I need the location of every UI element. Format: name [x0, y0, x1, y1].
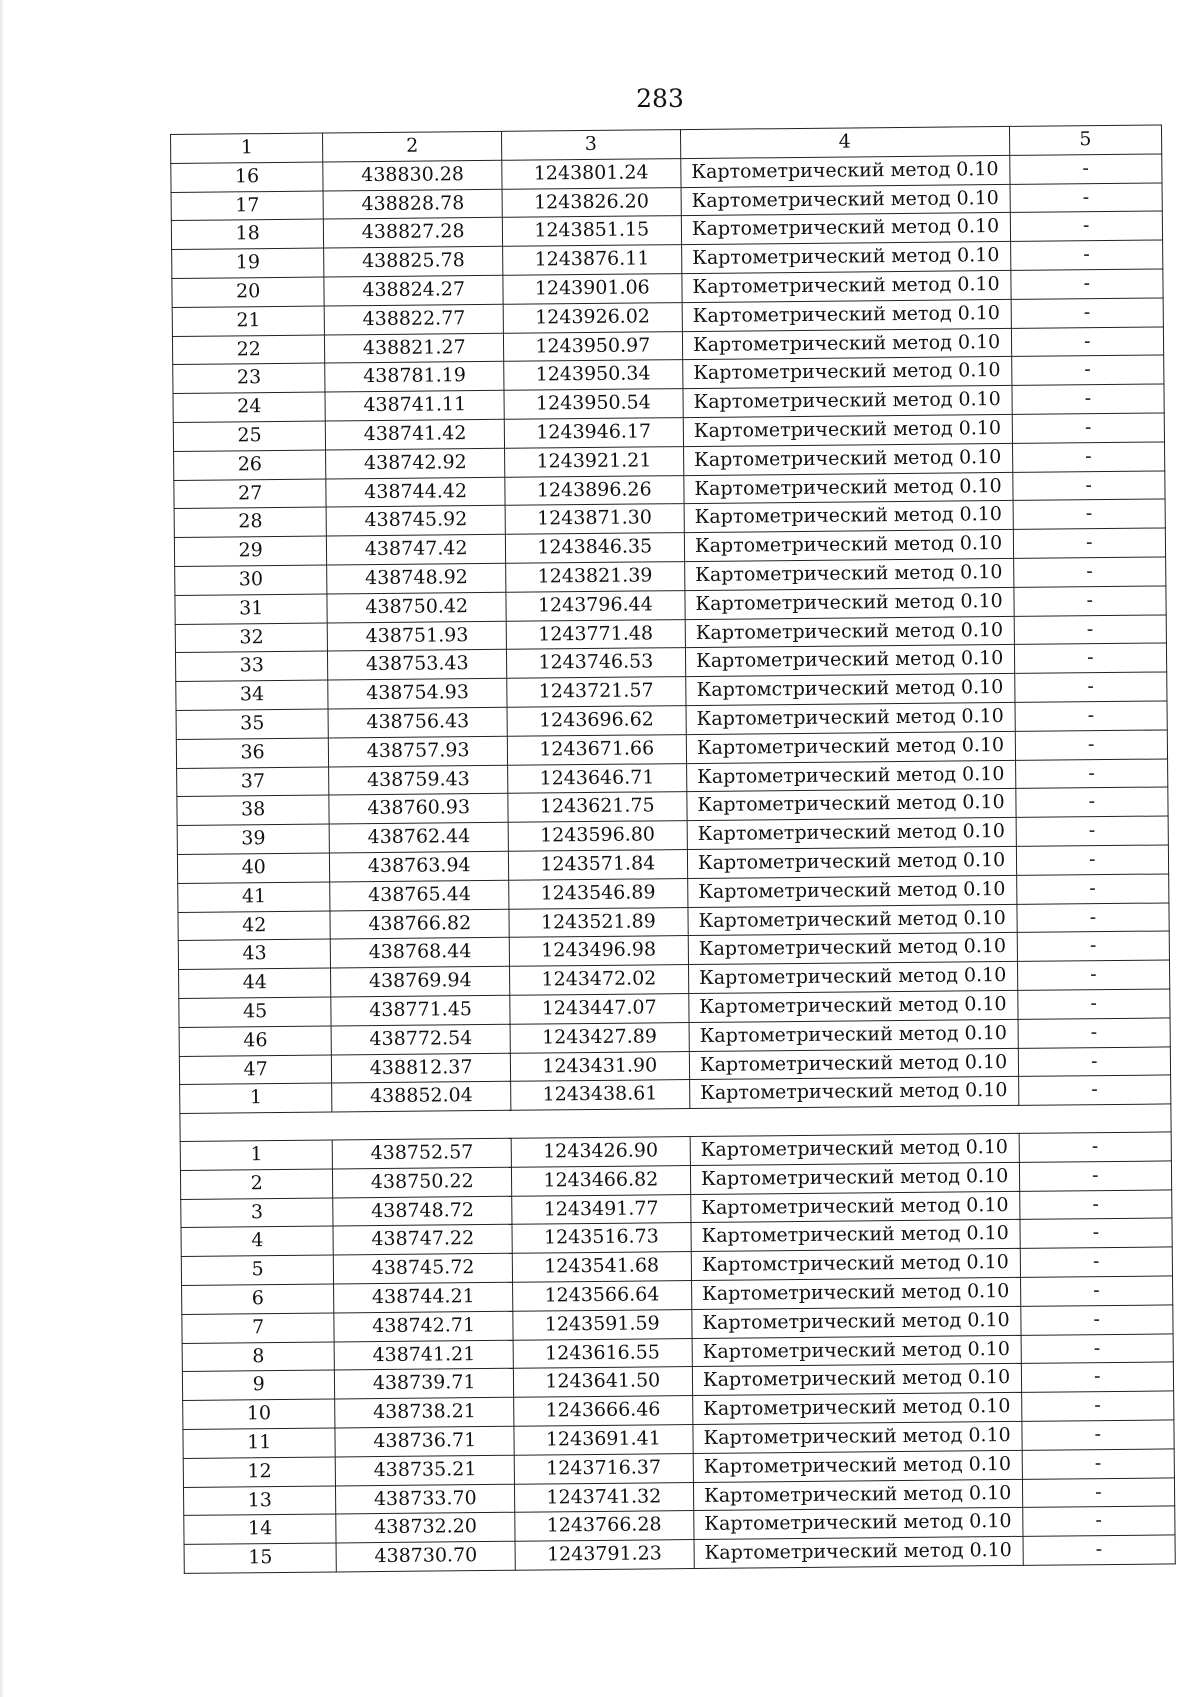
- y-coordinate-cell: 1243950.34: [504, 360, 683, 391]
- x-coordinate-cell: 438742.92: [326, 448, 505, 479]
- method-cell: Картометрический метод 0.10: [684, 501, 1013, 533]
- value-cell: -: [1020, 1305, 1173, 1335]
- point-number-cell: 12: [183, 1457, 336, 1487]
- x-coordinate-cell: 438733.70: [336, 1484, 515, 1515]
- page-number: 283: [636, 84, 684, 113]
- x-coordinate-cell: 438762.44: [330, 822, 509, 853]
- value-cell: -: [1018, 1046, 1171, 1076]
- value-cell: -: [1016, 845, 1169, 875]
- x-coordinate-cell: 438742.71: [334, 1311, 513, 1342]
- method-cell: Картометрический метод 0.10: [690, 1133, 1019, 1165]
- x-coordinate-cell: 438745.72: [334, 1254, 513, 1285]
- value-cell: -: [1011, 298, 1164, 328]
- y-coordinate-cell: 1243447.07: [510, 993, 689, 1024]
- method-cell: Картометрический метод 0.10: [693, 1479, 1022, 1511]
- point-number-cell: 36: [176, 738, 329, 768]
- y-coordinate-cell: 1243596.80: [508, 821, 687, 852]
- method-cell: Картометрический метод 0.10: [686, 789, 1015, 821]
- x-coordinate-cell: 438747.22: [333, 1225, 512, 1256]
- method-cell: Картометрический метод 0.10: [689, 1077, 1018, 1109]
- value-cell: -: [1010, 269, 1163, 299]
- method-cell: Картометрический метод 0.10: [687, 818, 1016, 850]
- y-coordinate-cell: 1243721.57: [507, 677, 686, 708]
- x-coordinate-cell: 438732.20: [336, 1513, 515, 1544]
- point-number-cell: 21: [172, 306, 325, 336]
- method-cell: Картометрический метод 0.10: [693, 1508, 1022, 1540]
- point-number-cell: 19: [172, 248, 325, 278]
- y-coordinate-cell: 1243427.89: [510, 1022, 689, 1053]
- y-coordinate-cell: 1243466.82: [511, 1165, 690, 1196]
- x-coordinate-cell: 438747.42: [327, 534, 506, 565]
- column-header-1: 1: [171, 133, 324, 163]
- value-cell: -: [1011, 327, 1164, 357]
- value-cell: -: [1013, 528, 1166, 558]
- value-cell: -: [1017, 960, 1170, 990]
- y-coordinate-cell: 1243472.02: [509, 965, 688, 996]
- y-coordinate-cell: 1243771.48: [506, 619, 685, 650]
- point-number-cell: 33: [175, 651, 328, 681]
- method-cell: Картометрический метод 0.10: [682, 299, 1011, 331]
- point-number-cell: 41: [178, 882, 331, 912]
- method-cell: Картометрический метод 0.10: [688, 990, 1017, 1022]
- y-coordinate-cell: 1243671.66: [507, 734, 686, 765]
- point-number-cell: 38: [177, 795, 330, 825]
- method-cell: Картометрический метод 0.10: [691, 1277, 1020, 1309]
- x-coordinate-cell: 438751.93: [328, 621, 507, 652]
- point-number-cell: 32: [175, 623, 328, 653]
- value-cell: -: [1015, 787, 1168, 817]
- method-cell: Картомстрический метод 0.10: [685, 674, 1014, 706]
- point-number-cell: 7: [182, 1313, 335, 1343]
- x-coordinate-cell: 438830.28: [323, 160, 502, 191]
- y-coordinate-cell: 1243766.28: [515, 1511, 694, 1542]
- x-coordinate-cell: 438763.94: [330, 851, 509, 882]
- y-coordinate-cell: 1243431.90: [510, 1051, 689, 1082]
- method-cell: Картометрический метод 0.10: [687, 846, 1016, 878]
- x-coordinate-cell: 438748.92: [327, 563, 506, 594]
- x-coordinate-cell: 438825.78: [324, 247, 503, 278]
- value-cell: -: [1015, 730, 1168, 760]
- value-cell: -: [1014, 615, 1167, 645]
- y-coordinate-cell: 1243846.35: [505, 533, 684, 564]
- method-cell: Картометрический метод 0.10: [682, 328, 1011, 360]
- method-cell: Картометрический метод 0.10: [690, 1162, 1019, 1194]
- method-cell: Картометрический метод 0.10: [690, 1191, 1019, 1223]
- value-cell: -: [1020, 1247, 1173, 1277]
- point-number-cell: 26: [174, 450, 327, 480]
- y-coordinate-cell: 1243691.41: [514, 1425, 693, 1456]
- point-number-cell: 25: [173, 421, 326, 451]
- y-coordinate-cell: 1243696.62: [507, 706, 686, 737]
- point-number-cell: 1: [180, 1083, 333, 1113]
- value-cell: -: [1011, 355, 1164, 385]
- y-coordinate-cell: 1243950.54: [504, 389, 683, 420]
- method-cell: Картометрический метод 0.10: [694, 1537, 1023, 1569]
- y-coordinate-cell: 1243821.39: [506, 562, 685, 593]
- value-cell: -: [1019, 1132, 1172, 1162]
- x-coordinate-cell: 438822.77: [325, 304, 504, 335]
- x-coordinate-cell: 438757.93: [329, 736, 508, 767]
- y-coordinate-cell: 1243516.73: [512, 1223, 691, 1254]
- y-coordinate-cell: 1243796.44: [506, 590, 685, 621]
- method-cell: Картометрический метод 0.10: [688, 904, 1017, 936]
- point-number-cell: 30: [175, 565, 328, 595]
- x-coordinate-cell: 438741.11: [325, 390, 504, 421]
- point-number-cell: 22: [172, 335, 325, 365]
- y-coordinate-cell: 1243666.46: [514, 1396, 693, 1427]
- value-cell: -: [1012, 384, 1165, 414]
- y-coordinate-cell: 1243826.20: [502, 187, 681, 218]
- value-cell: -: [1013, 586, 1166, 616]
- point-number-cell: 18: [171, 219, 324, 249]
- point-number-cell: 8: [182, 1342, 335, 1372]
- column-header-5: 5: [1009, 125, 1162, 155]
- value-cell: -: [1015, 701, 1168, 731]
- x-coordinate-cell: 438744.21: [334, 1282, 513, 1313]
- point-number-cell: 43: [178, 939, 331, 969]
- point-number-cell: 16: [171, 162, 324, 192]
- value-cell: -: [1017, 902, 1170, 932]
- value-cell: -: [1019, 1161, 1172, 1191]
- method-cell: Картометрический метод 0.10: [681, 213, 1010, 245]
- y-coordinate-cell: 1243641.50: [513, 1367, 692, 1398]
- method-cell: Картометрический метод 0.10: [687, 875, 1016, 907]
- x-coordinate-cell: 438744.42: [326, 477, 505, 508]
- x-coordinate-cell: 438753.43: [328, 650, 507, 681]
- method-cell: Картометрический метод 0.10: [681, 270, 1010, 302]
- value-cell: -: [1018, 1075, 1171, 1105]
- value-cell: -: [1017, 989, 1170, 1019]
- y-coordinate-cell: 1243926.02: [503, 302, 682, 333]
- method-cell: Картометрический метод 0.10: [683, 386, 1012, 418]
- method-cell: Картометрический метод 0.10: [685, 616, 1014, 648]
- x-coordinate-cell: 438730.70: [336, 1542, 515, 1573]
- point-number-cell: 4: [181, 1226, 334, 1256]
- value-cell: -: [1014, 643, 1167, 673]
- point-number-cell: 27: [174, 479, 327, 509]
- method-cell: Картометрический метод 0.10: [692, 1335, 1021, 1367]
- point-number-cell: 13: [183, 1486, 336, 1516]
- method-cell: Картометрический метод 0.10: [683, 443, 1012, 475]
- y-coordinate-cell: 1243491.77: [512, 1194, 691, 1225]
- column-header-2: 2: [323, 131, 502, 162]
- point-number-cell: 37: [177, 767, 330, 797]
- method-cell: Картометрический метод 0.10: [684, 530, 1013, 562]
- point-number-cell: 45: [179, 997, 332, 1027]
- y-coordinate-cell: 1243496.98: [509, 936, 688, 967]
- value-cell: -: [1020, 1218, 1173, 1248]
- value-cell: -: [1018, 1018, 1171, 1048]
- x-coordinate-cell: 438754.93: [328, 678, 507, 709]
- x-coordinate-cell: 438739.71: [335, 1369, 514, 1400]
- point-number-cell: 46: [179, 1026, 332, 1056]
- y-coordinate-cell: 1243616.55: [513, 1338, 692, 1369]
- x-coordinate-cell: 438756.43: [328, 707, 507, 738]
- y-coordinate-cell: 1243571.84: [508, 849, 687, 880]
- point-number-cell: 6: [182, 1284, 335, 1314]
- y-coordinate-cell: 1243946.17: [504, 418, 683, 449]
- y-coordinate-cell: 1243950.97: [503, 331, 682, 362]
- x-coordinate-cell: 438769.94: [331, 966, 510, 997]
- value-cell: -: [1015, 758, 1168, 788]
- value-cell: -: [1021, 1362, 1174, 1392]
- x-coordinate-cell: 438760.93: [329, 794, 508, 825]
- x-coordinate-cell: 438748.72: [333, 1196, 512, 1227]
- point-number-cell: 15: [184, 1543, 337, 1573]
- y-coordinate-cell: 1243646.71: [508, 763, 687, 794]
- point-number-cell: 42: [178, 911, 331, 941]
- y-coordinate-cell: 1243901.06: [503, 274, 682, 305]
- method-cell: Картометрический метод 0.10: [691, 1220, 1020, 1252]
- point-number-cell: 2: [180, 1169, 333, 1199]
- x-coordinate-cell: 438768.44: [331, 938, 510, 969]
- y-coordinate-cell: 1243546.89: [509, 878, 688, 909]
- point-number-cell: 35: [176, 709, 329, 739]
- x-coordinate-cell: 438852.04: [332, 1082, 511, 1113]
- method-cell: Картометрический метод 0.10: [681, 242, 1010, 274]
- point-number-cell: 5: [181, 1255, 334, 1285]
- column-header-4: 4: [680, 126, 1009, 158]
- value-cell: -: [1016, 816, 1169, 846]
- x-coordinate-cell: 438759.43: [329, 765, 508, 796]
- point-number-cell: 34: [176, 680, 329, 710]
- coordinates-table: [170, 124, 1176, 1574]
- x-coordinate-cell: 438771.45: [331, 995, 510, 1026]
- value-cell: -: [1013, 499, 1166, 529]
- point-number-cell: 3: [181, 1198, 334, 1228]
- method-cell: Картометрический метод 0.10: [685, 645, 1014, 677]
- value-cell: -: [1022, 1506, 1175, 1536]
- y-coordinate-cell: 1243801.24: [502, 158, 681, 189]
- point-number-cell: 11: [183, 1428, 336, 1458]
- value-cell: -: [1009, 154, 1162, 184]
- point-number-cell: 20: [172, 277, 325, 307]
- point-number-cell: 28: [174, 507, 327, 537]
- x-coordinate-cell: 438735.21: [336, 1455, 515, 1486]
- method-cell: Картометрический метод 0.10: [682, 357, 1011, 389]
- x-coordinate-cell: 438812.37: [332, 1053, 511, 1084]
- value-cell: -: [1010, 240, 1163, 270]
- x-coordinate-cell: 438821.27: [325, 333, 504, 364]
- x-coordinate-cell: 438750.22: [333, 1167, 512, 1198]
- y-coordinate-cell: 1243438.61: [511, 1080, 690, 1111]
- method-cell: Картометрический метод 0.10: [688, 933, 1017, 965]
- x-coordinate-cell: 438736.71: [335, 1426, 514, 1457]
- method-cell: Картометрический метод 0.10: [686, 731, 1015, 763]
- method-cell: Картометрический метод 0.10: [686, 702, 1015, 734]
- value-cell: -: [1014, 672, 1167, 702]
- point-number-cell: 24: [173, 392, 326, 422]
- value-cell: -: [1020, 1276, 1173, 1306]
- x-coordinate-cell: 438772.54: [331, 1024, 510, 1055]
- x-coordinate-cell: 438766.82: [330, 909, 509, 940]
- scan-edge: [0, 0, 4, 1697]
- value-cell: -: [1023, 1535, 1176, 1565]
- value-cell: -: [1010, 183, 1163, 213]
- value-cell: -: [1019, 1190, 1172, 1220]
- x-coordinate-cell: 438827.28: [324, 218, 503, 249]
- coordinates-table-body: [171, 125, 1176, 1573]
- method-cell: Картометрический метод 0.10: [688, 962, 1017, 994]
- method-cell: Картометрический метод 0.10: [692, 1393, 1021, 1425]
- method-cell: Картометрический метод 0.10: [692, 1364, 1021, 1396]
- point-number-cell: 31: [175, 594, 328, 624]
- method-cell: Картометрический метод 0.10: [680, 155, 1009, 187]
- point-number-cell: 39: [177, 824, 330, 854]
- method-cell: Картометрический метод 0.10: [689, 1019, 1018, 1051]
- y-coordinate-cell: 1243876.11: [503, 245, 682, 276]
- x-coordinate-cell: 438824.27: [324, 275, 503, 306]
- method-cell: Картометрический метод 0.10: [693, 1450, 1022, 1482]
- value-cell: -: [1012, 471, 1165, 501]
- value-cell: -: [1021, 1334, 1174, 1364]
- y-coordinate-cell: 1243921.21: [505, 446, 684, 477]
- point-number-cell: 10: [183, 1399, 336, 1429]
- column-header-3: 3: [501, 130, 680, 161]
- value-cell: -: [1012, 413, 1165, 443]
- y-coordinate-cell: 1243716.37: [514, 1453, 693, 1484]
- point-number-cell: 17: [171, 191, 324, 221]
- value-cell: -: [1013, 557, 1166, 587]
- point-number-cell: 1: [180, 1140, 333, 1170]
- method-cell: Картометрический метод 0.10: [684, 558, 1013, 590]
- point-number-cell: 47: [179, 1054, 332, 1084]
- method-cell: Картомстрический метод 0.10: [691, 1249, 1020, 1281]
- x-coordinate-cell: 438741.42: [326, 419, 505, 450]
- value-cell: -: [1017, 931, 1170, 961]
- method-cell: Картометрический метод 0.10: [681, 184, 1010, 216]
- point-number-cell: 23: [173, 363, 326, 393]
- y-coordinate-cell: 1243741.32: [514, 1482, 693, 1513]
- value-cell: -: [1021, 1391, 1174, 1421]
- y-coordinate-cell: 1243746.53: [506, 648, 685, 679]
- x-coordinate-cell: 438781.19: [325, 362, 504, 393]
- method-cell: Картометрический метод 0.10: [683, 472, 1012, 504]
- y-coordinate-cell: 1243541.68: [512, 1252, 691, 1283]
- x-coordinate-cell: 438745.92: [326, 506, 505, 537]
- point-number-cell: 29: [174, 536, 327, 566]
- x-coordinate-cell: 438750.42: [327, 592, 506, 623]
- y-coordinate-cell: 1243791.23: [515, 1540, 694, 1571]
- y-coordinate-cell: 1243591.59: [513, 1309, 692, 1340]
- value-cell: -: [1022, 1449, 1175, 1479]
- y-coordinate-cell: 1243566.64: [513, 1281, 692, 1312]
- value-cell: -: [1022, 1478, 1175, 1508]
- point-number-cell: 44: [179, 968, 332, 998]
- x-coordinate-cell: 438765.44: [330, 880, 509, 911]
- x-coordinate-cell: 438738.21: [335, 1398, 514, 1429]
- method-cell: Картометрический метод 0.10: [683, 414, 1012, 446]
- point-number-cell: 9: [182, 1370, 335, 1400]
- value-cell: -: [1016, 874, 1169, 904]
- y-coordinate-cell: 1243426.90: [511, 1137, 690, 1168]
- point-number-cell: 14: [184, 1514, 337, 1544]
- y-coordinate-cell: 1243621.75: [508, 792, 687, 823]
- value-cell: -: [1021, 1420, 1174, 1450]
- y-coordinate-cell: 1243896.26: [505, 475, 684, 506]
- value-cell: -: [1012, 442, 1165, 472]
- x-coordinate-cell: 438828.78: [323, 189, 502, 220]
- method-cell: Картометрический метод 0.10: [684, 587, 1013, 619]
- value-cell: -: [1010, 211, 1163, 241]
- x-coordinate-cell: 438741.21: [334, 1340, 513, 1371]
- method-cell: Картометрический метод 0.10: [691, 1306, 1020, 1338]
- method-cell: Картометрический метод 0.10: [693, 1421, 1022, 1453]
- method-cell: Картометрический метод 0.10: [686, 760, 1015, 792]
- method-cell: Картометрический метод 0.10: [689, 1048, 1018, 1080]
- x-coordinate-cell: 438752.57: [333, 1138, 512, 1169]
- point-number-cell: 40: [177, 853, 330, 883]
- y-coordinate-cell: 1243871.30: [505, 504, 684, 535]
- y-coordinate-cell: 1243851.15: [502, 216, 681, 247]
- y-coordinate-cell: 1243521.89: [509, 907, 688, 938]
